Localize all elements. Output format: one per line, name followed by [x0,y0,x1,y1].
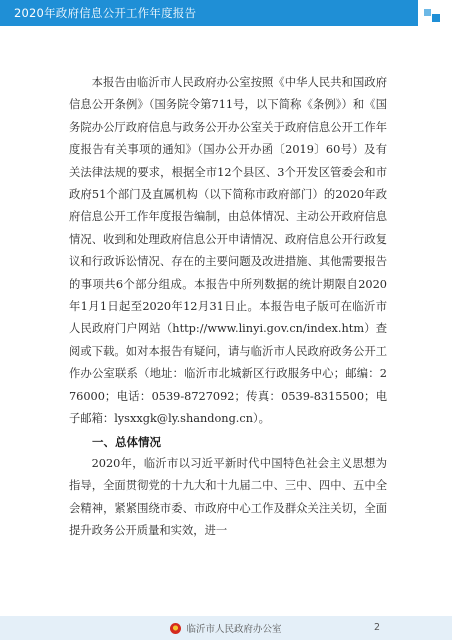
footer-organization: 临沂市人民政府办公室 [186,624,282,635]
section-paragraph: 2020年，临沂市以习近平新时代中国特色社会主义思想为指导，全面贯彻党的十九大和十九届二中、三中、四中、五中全会精神，紧紧围绕市委、市政府中心工作及群众关注关切，全面提升政务公开质量和实效，进一 [69,456,387,538]
document-body [69,72,387,543]
decor-square-dark [432,14,440,22]
section-heading: 一、总体情况 [92,434,161,449]
page-footer [0,616,452,640]
header-decoration-icon [424,9,440,27]
page-number: 2 [374,622,381,633]
decor-square-light [424,9,431,16]
page-header [0,0,452,26]
footer-center [0,616,452,640]
intro-paragraph: 本报告由临沂市人民政府办公室按照《中华人民共和国政府信息公开条例》（国务院令第711号，以下简称《条例》）和《国务院办公厅政府信息与政务公开办公室关于政府信息公开工作年度报告有关事项的通知》（国办公开办函〔2019〕60号）及有关法律法规的要求，根据全市12个县区、3个开发区管委会和市政府51个部门及直属机构（以下简称市政府部门）的2020年政府信息公开工作年度报告编制，由总体情况、主动公开政府信息情况、收到和处理政府信息公开申请情况、政府信息公开行政复议和行政诉讼情况、存在的主要问题及改进措施、其他需要报告的事项共6个部分组成。本报告中所列数据的统计期限自2020年1月1日起至2020年12月31日止。本报告电子版可在临沂市人民政府门户网站（http://www.linyi.gov.cn/index.htm）查阅或下载。如对本报告有疑问，请与临沂市人民政府政务公开工作办公室联系（地址：临沂市北城新区行政服务中心；邮编：276000；电话：0539-8727092；传真：0539-8315500；电子邮箱：lysxxgk@ly.shandong.cn）。 [69,76,387,426]
header-title: 2020年政府信息公开工作年度报告 [0,0,418,26]
national-emblem-icon [170,623,181,634]
